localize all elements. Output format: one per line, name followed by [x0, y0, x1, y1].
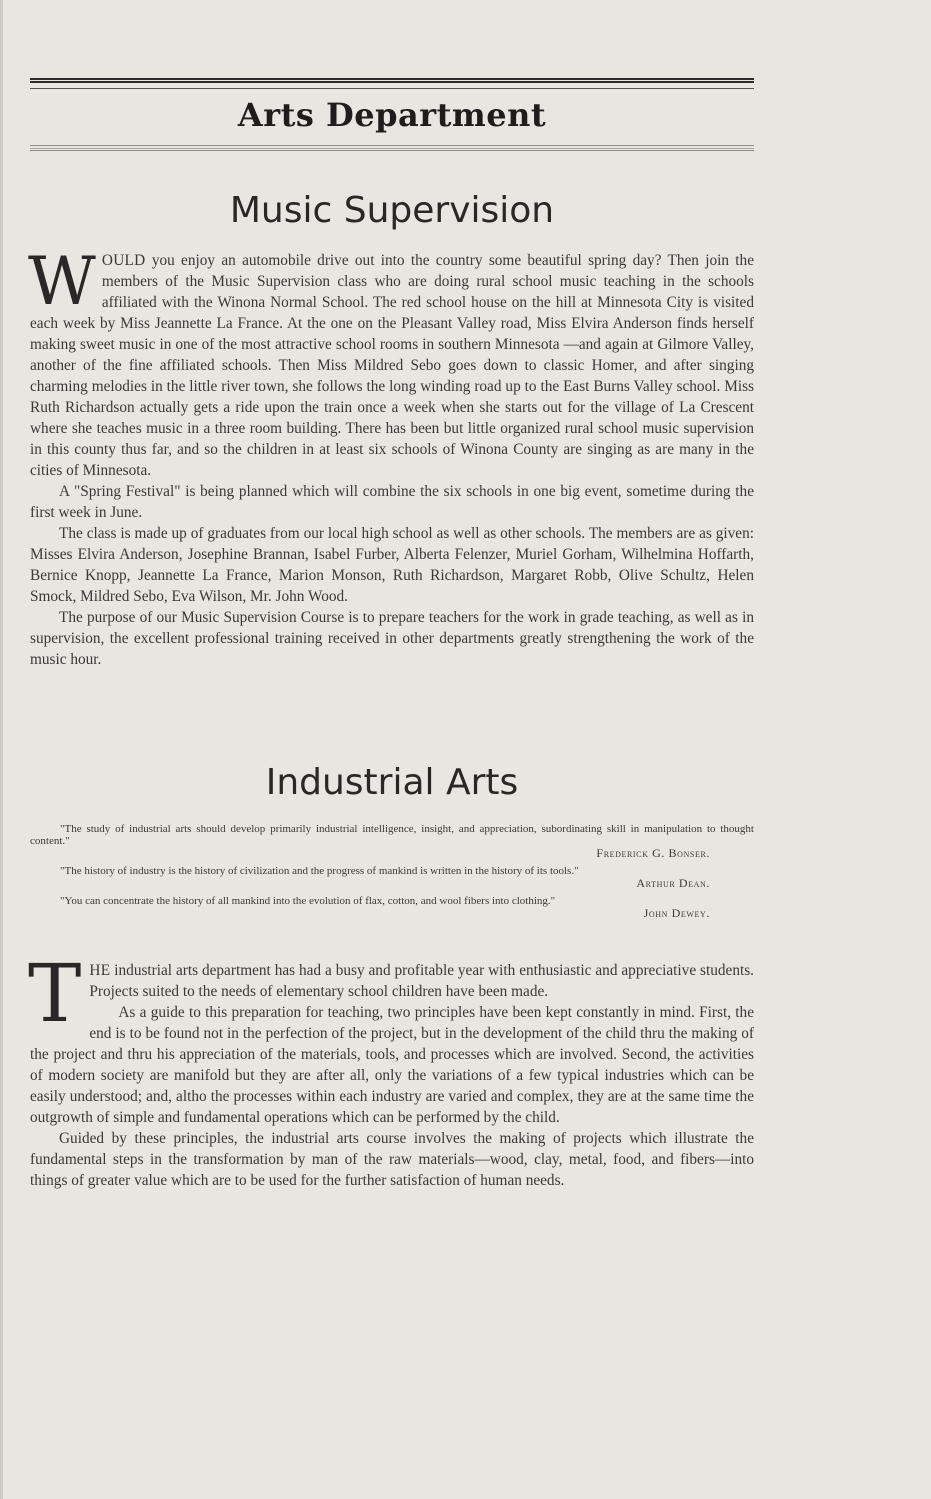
- music-supervision-body: [28, 243, 754, 670]
- music-paragraph-2: A "Spring Festival" is being planned which will combine the six schools in one big event, sometime during the first week in June.: [30, 483, 754, 521]
- industrial-paragraph-3: Guided by these principles, the industrial arts course involves the making of projects which illustrate the fundamental steps in the transformation by man of the raw materials—wood, clay, metal, food, and fibers—into things of greater value which are to be used for the further satisfaction of human needs.: [30, 1130, 754, 1189]
- music-lead-word: OULD: [101, 252, 146, 269]
- music-paragraph-3: The class is made up of graduates from our local high school as well as other schools. The members are as given: Misses Elvira Anderson, Josephine Brannan, Isabel Furber, Alberta Felenzer, Muriel Gorham, Wilhelmina Hoffarth, Bernice Knopp, Jeannette La France, Marion Monson, Ruth Richardson, Margaret Robb, Olive Schultz, Helen Smock, Mildred Sebo, Eva Wilson, Mr. John Wood.: [30, 525, 754, 605]
- music-paragraph-1: [28, 243, 754, 481]
- industrial-paragraph-2: As a guide to this preparation for teaching, two principles have been kept constantly in mind. First, the end is to be found not in the perfection of the project, but in the development of the child thru the making of the project and thru his appreciation of the materials, tools, and processes which are involved. Second, the activities of modern society are manifold but they are after all, only the variations of a few typical industries which can be easily understood; and, altho the processes within each industry are varied and complex, they are at the same time the outgrowth of simple and fundamental operations which can be performed by the child.: [30, 1004, 754, 1126]
- top-thick-rule: [30, 78, 754, 83]
- quote-block: [30, 824, 754, 860]
- music-paragraph-1-text: you enjoy an automobile drive out into the country some beautiful spring day? Then join the members of the Music Supervision class who are doing rural school music teaching in the schools affiliated with the Winona Normal School. The red school house on the hill at Minnesota City is visited each week by Miss Jeannette La France. At the one on the Pleasant Valley road, Miss Elvira Anderson finds herself making sweet music in one of the most attractive school rooms in southern Minnesota —and again at Gilmore Valley, another of the fine affiliated schools. Then Miss Mildred Sebo goes down to classic Homer, and after singing charming melodies in the little river town, she follows the long winding road up to the East Burns Valley school. Miss Ruth Richardson actually gets a ride upon the train once a week when she starts out for the village of La Crescent where she teaches music in a three room building. There has been but little organized rural school music supervision in this county thus far, and so the children in at least six schools of Winona County are singing as are many in the cities of Minnesota.: [30, 252, 754, 479]
- quote-text: "The history of industry is the history of civilization and the progress of mankind is written in the history of its tools.": [60, 864, 579, 877]
- industrial-paragraph-1: [28, 947, 754, 1040]
- top-thin-rule: [30, 88, 754, 89]
- page-binding-edge: [0, 0, 3, 1499]
- music-supervision-heading: Music Supervision: [229, 190, 555, 231]
- quote-block: [30, 866, 754, 890]
- quote-author: Frederick G. Bonser.: [596, 846, 710, 860]
- industrial-paragraph-1-text: industrial arts department has had a busy and profitable year with enthusiastic and appreciative students. Projects suited to the needs of elementary school children have been made.: [89, 962, 754, 1000]
- quote-author: Arthur Dean.: [636, 876, 710, 890]
- quote-text: "You can concentrate the history of all mankind into the evolution of flax, cotton, and wool fibers into clothing.": [60, 894, 556, 907]
- industrial-lead-word: HE: [89, 962, 111, 979]
- music-drop-cap: W: [28, 243, 96, 320]
- music-paragraph-4: The purpose of our Music Supervision Course is to prepare teachers for the work in grade teaching, as well as in supervision, the excellent professional training received in other departments greatly strengthening the work of the music hour.: [30, 609, 754, 668]
- title-underline-rule: [30, 145, 754, 151]
- quote-block: [30, 896, 754, 920]
- industrial-drop-cap: T: [28, 947, 82, 1040]
- industrial-arts-body: [28, 947, 754, 1191]
- industrial-quotes: [30, 824, 754, 926]
- industrial-arts-heading: Industrial Arts: [265, 762, 519, 803]
- department-title: Arts Department: [237, 96, 547, 134]
- quote-text: "The study of industrial arts should develop primarily industrial intelligence, insight, and appreciation, subordinating skill in manipulation to thought content.": [30, 823, 754, 847]
- quote-author: John Dewey.: [643, 906, 710, 920]
